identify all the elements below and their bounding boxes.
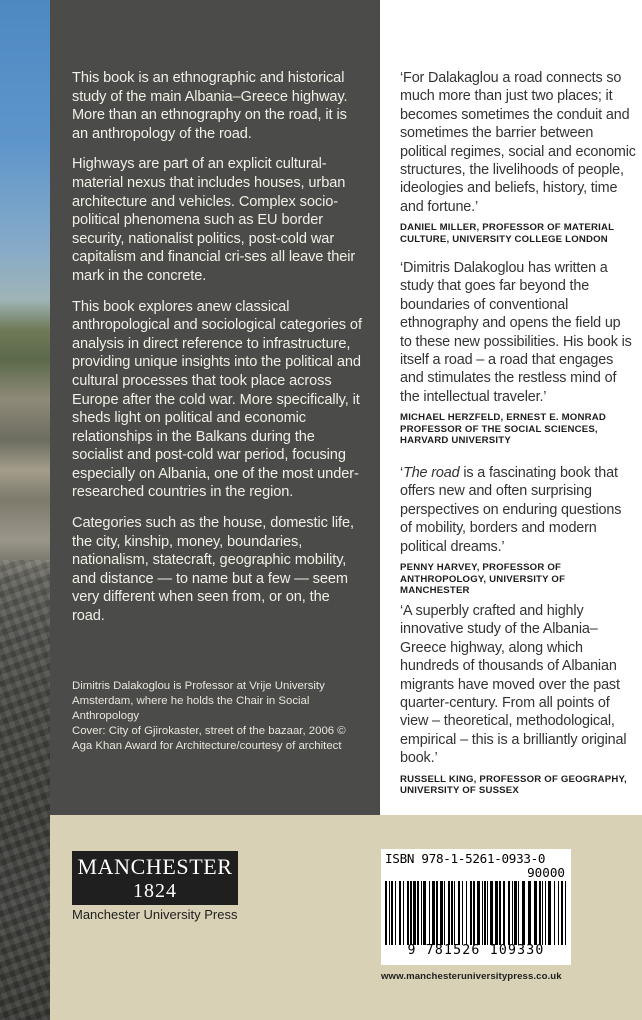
endorsement-attribution: RUSSELL KING, PROFESSOR OF GEOGRAPHY, UNIVERSITY OF SUSSEX [400, 773, 627, 797]
endorsement-attribution: DANIEL MILLER, PROFESSOR OF MATERIAL CULTURE, UNIVERSITY COLLEGE LONDON [400, 222, 615, 245]
quote-open-mark: ‘ [400, 465, 404, 481]
barcode-bar [410, 881, 412, 945]
endorsement-text [400, 464, 636, 556]
barcode-bar [470, 881, 472, 945]
barcode-bar [458, 881, 460, 945]
barcode-bar [417, 881, 419, 945]
barcode-bar [423, 881, 426, 945]
barcode-bar [490, 881, 493, 945]
barcode-bar [399, 881, 401, 945]
publisher-website[interactable]: www.manchesteruniversitypress.co.uk [381, 971, 562, 982]
barcode-bar [484, 881, 486, 945]
barcode-bar [522, 881, 525, 945]
endorsement-attribution: MICHAEL HERZFELD, ERNEST E. MONRAD PROFESSOR OF THE SOCIAL SCIENCES, HARVARD UNIVERSITY [400, 412, 606, 447]
barcode-bar [462, 881, 463, 945]
barcode-bar [403, 881, 404, 945]
barcode-bar [473, 881, 475, 945]
barcode-bar [454, 881, 455, 945]
barcode-bar [477, 881, 480, 945]
barcode-bar [385, 881, 387, 945]
blurb-paragraph-1: This book is an ethnographic and historical study of the main Albania–Greece highway. More than an ethnography on the road, it is an anthropology of the road. [72, 70, 348, 142]
cover-photo-strip [0, 0, 50, 1020]
barcode-bar [508, 881, 510, 945]
blurb-paragraph-4: Categories such as the house, domestic life, the city, kinship, money, boundaries, nationalism, statecraft, geographic mobility, and distance — to name but a few — seem very different when seen from, or on, the road. [72, 515, 354, 625]
endorsement-text: ‘For Dalakaglou a road connects so much more than just two places; it becomes sometimes the conduit and sometimes the barrier between political regimes, social and economic structures, the livelihoods of people, ideologies and beliefs, history, time and fortune.’ [400, 70, 636, 215]
endorsement-text: ‘A superbly crafted and highly innovative study of the Albania–Greece highway, along which hundreds of thousands of Albanian migrants have moved over the past quarter-century. From all points of view – theoretical, methodological, empirical – this is a brilliantly original book.’ [400, 603, 627, 767]
logo-name: MANCHESTER [77, 854, 233, 879]
barcode-bar [389, 881, 390, 945]
barcode-bar [482, 881, 483, 945]
barcode-bar [558, 881, 559, 945]
logo-year: 1824 [133, 880, 177, 902]
endorsement-3 [400, 464, 636, 597]
barcode-bar [495, 881, 498, 945]
endorsement-1 [400, 69, 636, 245]
book-description [72, 69, 362, 638]
barcode-bar [440, 881, 443, 945]
barcode-bar [528, 881, 531, 945]
barcode-bar [391, 881, 393, 945]
endorsement-4 [400, 602, 636, 797]
barcode-bar [429, 881, 430, 945]
ean-digits: 9 781526 109330 [407, 943, 545, 958]
barcode-bar [554, 881, 555, 945]
endorsement-2 [400, 259, 636, 447]
endorsements-panel [380, 0, 642, 815]
quote-body: is a fascinating book that offers new and often surprising perspectives on enduring questions of mobility, borders and modern political dreams.’ [400, 465, 622, 555]
barcode-bars [385, 881, 567, 945]
barcode-bar [565, 881, 566, 945]
barcode-bar [499, 881, 501, 945]
endorsement-text: ‘Dimitris Dalakoglou has written a study that goes far beyond the boundaries of conventional ethnography and opens the field up to these new possibilities. His book is itself a road – a road that engages and stimulates the restless mind of the intellectual traveler.’ [400, 260, 632, 405]
price-code: 90000 [527, 865, 565, 880]
italic-title: The road [403, 465, 460, 481]
barcode-bar [432, 881, 435, 945]
barcode-bar [545, 881, 546, 945]
barcode-bar [539, 881, 541, 945]
barcode-bar [436, 881, 438, 945]
blurb-panel [50, 0, 380, 815]
blurb-paragraph-3: This book explores anew classical anthropological and sociological categories of analysis in direct reference to infrastructure, providing unique insights into the political and cultural processes that took place across Europe after the cold war. More specifically, it sheds light on political and economic relationships in the Balkans during the socialist and post-cold war period, focusing especially on Albania, one of the most under-researched countries in the region. [72, 298, 362, 501]
isbn-text: ISBN 978-1-5261-0933-0 [385, 851, 546, 866]
barcode-bar [514, 881, 517, 945]
endorsement-attribution: PENNY HARVEY, PROFESSOR OF ANTHROPOLOGY, UNIVERSITY OF MANCHESTER [400, 562, 566, 597]
barcode-bar [451, 881, 453, 945]
barcode-bar [421, 881, 422, 945]
cover-credit: Cover: City of Gjirokaster, street of the bazaar, 2006 © Aga Khan Award for Architecture/courtesy of architect [72, 725, 346, 752]
blurb-paragraph-2: Highways are part of an explicit cultural-material nexus that includes houses, urban architecture and vehicles. Complex socio-political phenomena such as EU border security, nationalist politics, post-cold war capitalism and financial cri-ses all leave their mark in the concrete. [72, 156, 356, 284]
barcode-bar [407, 881, 409, 945]
barcode-bar [413, 881, 416, 945]
author-bio: Dimitris Dalakoglou is Professor at Vrije University Amsterdam, where he holds the Chair in Social Anthropology [72, 680, 325, 722]
barcode-bar [534, 881, 537, 945]
publisher-logo [72, 851, 238, 905]
barcode-bar [466, 881, 467, 945]
barcode-bar [444, 881, 445, 945]
barcode-bar [487, 881, 488, 945]
barcode-bar [448, 881, 450, 945]
barcode-bar [512, 881, 513, 945]
barcode-bar [395, 881, 396, 945]
barcode-bar [542, 881, 543, 945]
barcode-bar [548, 881, 551, 945]
isbn-barcode [381, 849, 571, 965]
barcode-bar [503, 881, 505, 945]
barcode-bar [561, 881, 563, 945]
barcode-bar [518, 881, 519, 945]
press-name: Manchester University Press [72, 907, 238, 922]
